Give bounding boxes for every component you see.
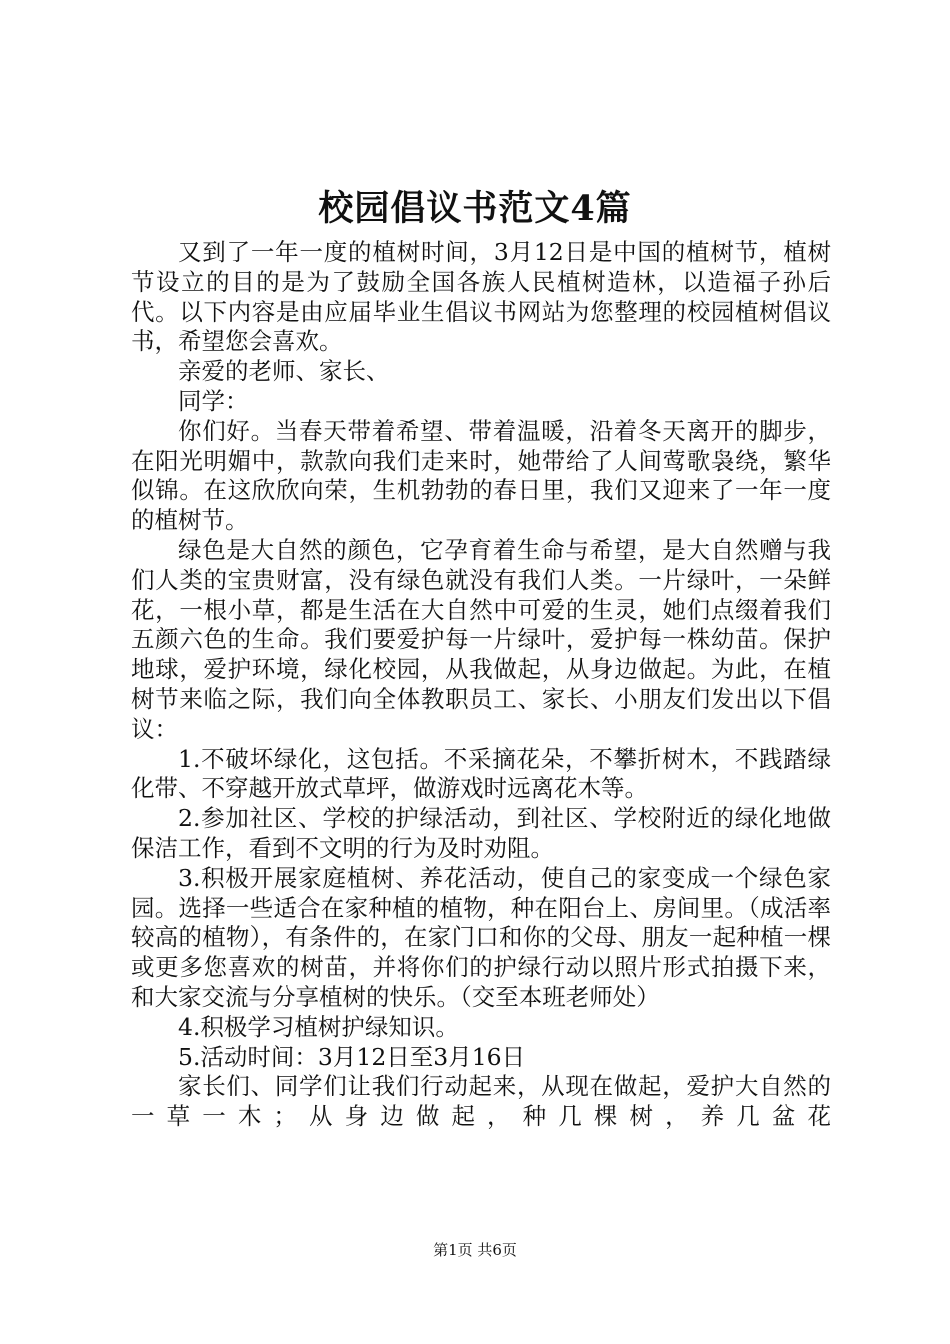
intro-paragraph: 又到了一年一度的植树时间，3月12日是中国的植树节，植树节设立的目的是为了鼓励全国各族人民植树造林，以造福子孙后代。以下内容是由应届毕业生倡议书网站为您整理的校园植树倡议书，希望您会喜欢。 xyxy=(131,238,831,356)
salutation-line: 亲爱的老师、家长、 xyxy=(178,357,390,386)
salutation-line-2: 同学： xyxy=(178,386,249,415)
proposal-item-4: 4.积极学习植树护绿知识。 xyxy=(178,1012,459,1041)
body-paragraph: 绿色是大自然的颜色，它孕育着生命与希望，是大自然赠与我们人类的宝贵财富，没有绿色就没有我们人类。一片绿叶，一朵鲜花，一根小草，都是生活在大自然中可爱的生灵，她们点缀着我们五颜六色的生命。我们要爱护每一片绿叶，爱护每一株幼苗。保护地球，爱护环境，绿化校园，从我做起，从身边做起。为此，在植树节来临之际，我们向全体教职员工、家长、小朋友们发出以下倡议： xyxy=(131,535,831,743)
document-body xyxy=(131,238,831,1132)
closing-paragraph: 家长们、同学们让我们行动起来，从现在做起，爱护大自然的一草一木；从身边做起，种几棵树，养几盆花 xyxy=(131,1072,831,1131)
page-number-footer: 第1页 共6页 xyxy=(433,1241,517,1259)
proposal-item-2: 2.参加社区、学校的护绿活动，到社区、学校附近的绿化地做保洁工作，看到不文明的行为及时劝阻。 xyxy=(131,804,831,862)
proposal-item-3: 3.积极开展家庭植树、养花活动，使自己的家变成一个绿色家园。选择一些适合在家种植的植物，种在阳台上、房间里。（成活率较高的植物），有条件的，在家门口和你的父母、朋友一起种植一棵或更多您喜欢的树苗，并将你们的护绿行动以照片形式拍摄下来，和大家交流与分享植树的快乐。（交至本班老师处） xyxy=(131,863,831,1011)
body-paragraph: 你们好。当春天带着希望、带着温暖，沿着冬天离开的脚步，在阳光明媚中，款款向我们走来时，她带给了人间莺歌袅绕，繁华似锦。在这欣欣向荣，生机勃勃的春日里，我们又迎来了一年一度的植树节。 xyxy=(131,416,831,535)
proposal-item-1: 1.不破坏绿化，这包括。不采摘花朵，不攀折树木，不践踏绿化带、不穿越开放式草坪，做游戏时远离花木等。 xyxy=(131,744,831,803)
proposal-item-5: 5.活动时间：3月12日至3月16日 xyxy=(178,1042,526,1071)
document-title: 校园倡议书范文4篇 xyxy=(318,188,632,229)
